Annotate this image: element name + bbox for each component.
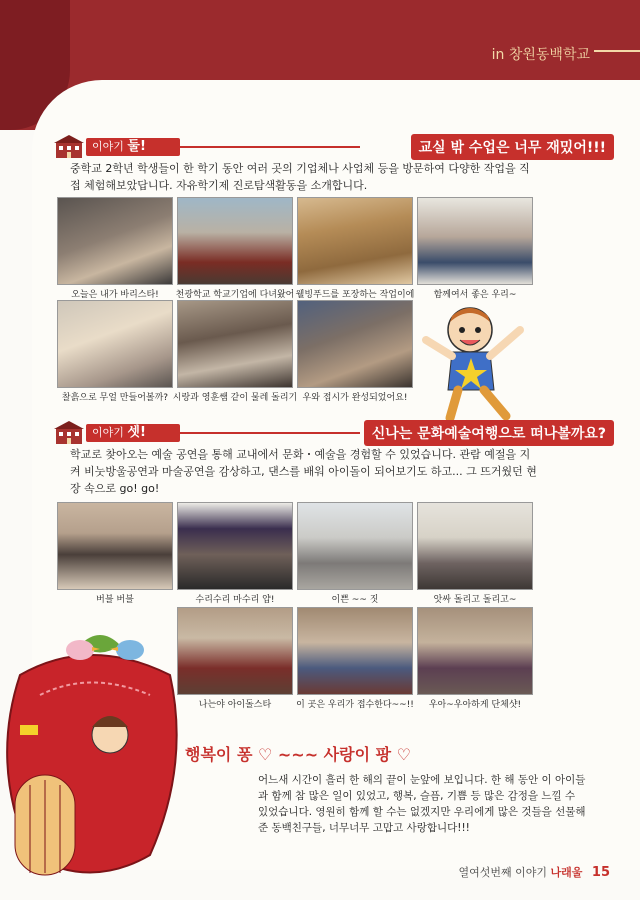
photo-caption: 오늘은 내가 바리스타! xyxy=(71,290,159,300)
school-label: in 창원동백학교 xyxy=(491,47,590,63)
photo-caption: 우와 접시가 완성되었어요! xyxy=(302,393,408,403)
photo-plate-done xyxy=(297,300,413,388)
photo-idol xyxy=(177,607,293,695)
section-tag-text: 이야기 xyxy=(92,140,124,153)
section-1-intro: 중학교 2학년 학생들이 한 학기 동안 여러 곳의 기업체나 사업체 등을 방문하여 다양한 작업을 직접 체험해보았답니다. 자유학기제 진로탐색활동을 소개합니다. xyxy=(70,162,530,192)
photo-school-company xyxy=(177,197,293,285)
photo-pose xyxy=(297,502,413,590)
section-tag-text: 이야기 xyxy=(92,426,124,439)
photo-together xyxy=(417,197,533,285)
section-title: 교실 밖 수업은 너무 재밌어!!! xyxy=(411,134,614,160)
photo-pottery-wheel xyxy=(177,300,293,388)
photo-caption: 나는야 아이돌스타 xyxy=(198,700,272,710)
section-title: 신나는 문화예술여행으로 떠나볼까요? xyxy=(364,420,614,446)
closing-title: 행복이 퐁 ♡ ~~~ 사랑이 팡 ♡ xyxy=(185,745,411,764)
section-number: 셋! xyxy=(127,425,146,440)
section-1-header xyxy=(54,134,614,160)
photo-caption: 천광학교 학교기업에 다녀왔어 xyxy=(175,290,295,300)
section-2-header xyxy=(54,420,614,446)
photo-caption: 웰빙푸드를 포장하는 작업이에 xyxy=(295,290,415,300)
photo-barista xyxy=(57,197,173,285)
section-rule xyxy=(180,146,360,148)
photo-caption: 찰흙으로 무얼 만들어볼까? xyxy=(61,393,169,403)
header-rule xyxy=(594,50,640,52)
school-building-icon xyxy=(54,420,84,444)
cartoon-boy-illustration xyxy=(410,300,550,425)
page-footer xyxy=(459,864,611,880)
photo-bubble xyxy=(57,502,173,590)
photo-caption: 버블 버블 xyxy=(96,595,134,605)
photo-caption: 함께여서 좋은 우리~ xyxy=(433,290,517,300)
photo-stage xyxy=(297,607,413,695)
photo-caption: 이쁜 ~~ 짓 xyxy=(331,595,379,605)
school-building-icon xyxy=(54,134,84,158)
section-2-intro: 학교로 찾아오는 예술 공연을 통해 교내에서 문화・예술을 경험할 수 있었습니다. 관람 예절을 지켜 비눗방울공연과 마술공연을 감상하고, 댄스를 배워 아이돌이 되어보기도 하고... 그 뜨거웠던 현장 속으로 go! go! xyxy=(70,448,537,495)
photo-clay xyxy=(57,300,173,388)
section-tag xyxy=(86,138,180,156)
section-tag xyxy=(86,424,180,442)
footer-label: 열여섯번째 이야기 xyxy=(458,866,548,879)
photo-caption: 수리수리 마수리 얍! xyxy=(195,595,275,605)
section-number: 둘! xyxy=(127,139,146,154)
photo-caption: 우아~우아하게 단체샷! xyxy=(428,700,522,710)
photo-caption: 앗싸 돌리고 돌리고~ xyxy=(433,595,517,605)
photo-dance-turn xyxy=(417,502,533,590)
photo-food-packing xyxy=(297,197,413,285)
apple-house-illustration xyxy=(0,615,185,885)
page-number: 15 xyxy=(591,865,610,880)
photo-caption: 시랑과 영훈쌤 같이 물레 돌리기 xyxy=(172,393,298,403)
closing-text: 어느새 시간이 흘러 한 해의 끝이 눈앞에 보입니다. 한 해 동안 이 아이들과 함께 참 많은 일이 있었고, 행복, 슬픔, 기쁨 등 많은 감정을 느낄 수 있었습니다. 영원히 함께 할 수는 없겠지만 우리에게 많은 것들을 선물해 준 동백친구들, 너무너무 고맙고 사랑합니다!!! xyxy=(258,774,586,834)
photo-caption: 이 곳은 우리가 접수한다~~!! xyxy=(296,700,414,710)
section-rule xyxy=(180,432,360,434)
photo-magic xyxy=(177,502,293,590)
photo-group xyxy=(417,607,533,695)
magazine-name: 나래울 xyxy=(550,866,583,879)
